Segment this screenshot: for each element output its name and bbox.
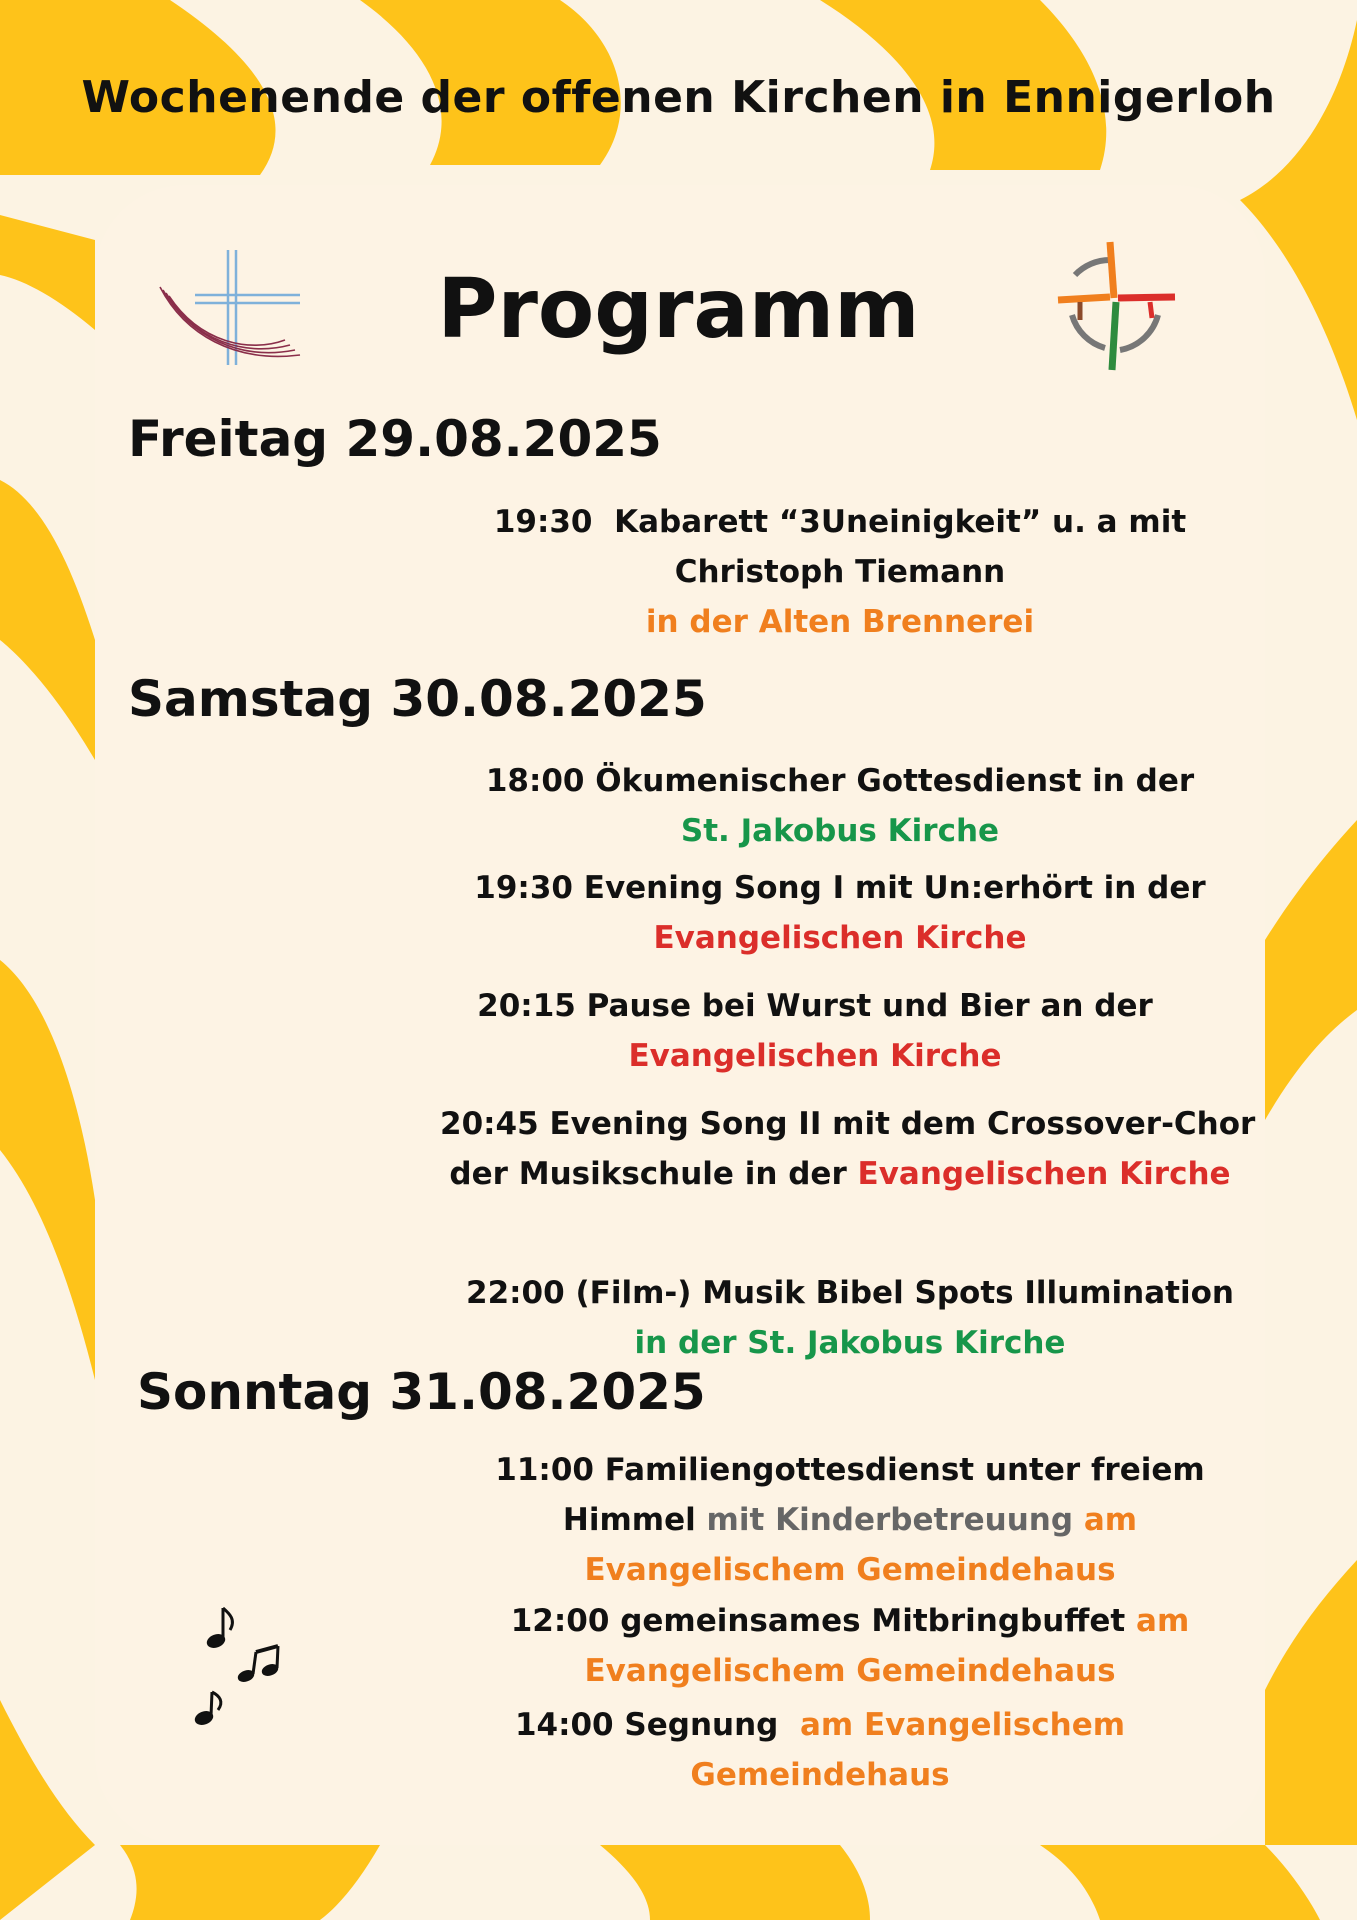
event-location: in der St. Jakobus Kirche — [634, 1325, 1066, 1361]
event-saturday-2045 — [440, 1099, 1256, 1199]
event-location-cont: Gemeindehaus — [690, 1757, 950, 1793]
event-extra: mit Kinderbetreuung — [706, 1502, 1074, 1538]
event-performer: Christoph Tiemann — [674, 554, 1006, 590]
event-saturday-1800 — [440, 756, 1240, 856]
event-title: 12:00 gemeinsames Mitbringbuffet — [510, 1603, 1126, 1639]
music-notes-icon — [190, 1600, 300, 1730]
program-title: Programm — [437, 262, 920, 357]
event-location: Evangelischen Kirche — [628, 1038, 1002, 1074]
event-location: Evangelischem Gemeindehaus — [584, 1653, 1116, 1689]
event-title: 19:30 Evening Song I mit Un:erhört in der — [474, 870, 1206, 906]
event-saturday-2200 — [450, 1268, 1250, 1368]
day-heading-sunday: Sonntag 31.08.2025 — [137, 1363, 706, 1421]
event-location-prefix: am — [1083, 1502, 1138, 1538]
event-title: 20:15 Pause bei Wurst und Bier an der — [477, 988, 1153, 1024]
event-location: St. Jakobus Kirche — [680, 813, 1000, 849]
event-saturday-1930 — [440, 863, 1240, 963]
event-saturday-2015 — [415, 981, 1215, 1081]
event-title-cont: Himmel — [562, 1502, 696, 1538]
event-title-cont: der Musikschule in der — [449, 1156, 847, 1192]
event-sunday-1400 — [420, 1700, 1220, 1800]
event-title: Kabarett “3Uneinigkeit” u. a mit — [614, 504, 1187, 540]
event-title: 11:00 Familiengottesdienst unter freiem — [495, 1452, 1205, 1488]
event-sunday-1100 — [450, 1445, 1250, 1595]
day-heading-saturday: Samstag 30.08.2025 — [128, 670, 707, 728]
event-location: Evangelischen Kirche — [857, 1156, 1231, 1192]
event-location-prefix: am — [1136, 1603, 1190, 1639]
event-location: Evangelischen Kirche — [653, 920, 1027, 956]
event-location: in der Alten Brennerei — [645, 604, 1035, 640]
page-header-title: Wochenende der offenen Kirchen in Ennigerloh — [81, 72, 1276, 123]
event-title: 22:00 (Film-) Musik Bibel Spots Illumination — [466, 1275, 1234, 1311]
event-time: 19:30 — [493, 504, 593, 540]
event-sunday-1200 — [450, 1596, 1250, 1696]
event-location: am Evangelischem — [799, 1707, 1126, 1743]
event-location: Evangelischem Gemeindehaus — [584, 1552, 1116, 1588]
day-heading-friday: Freitag 29.08.2025 — [128, 410, 662, 468]
event-title: 18:00 Ökumenischer Gottesdienst in der — [485, 763, 1195, 799]
event-friday-1930 — [440, 497, 1240, 647]
event-title: 14:00 Segnung — [514, 1707, 779, 1743]
event-title: 20:45 Evening Song II mit dem Crossover-Chor — [440, 1106, 1256, 1142]
